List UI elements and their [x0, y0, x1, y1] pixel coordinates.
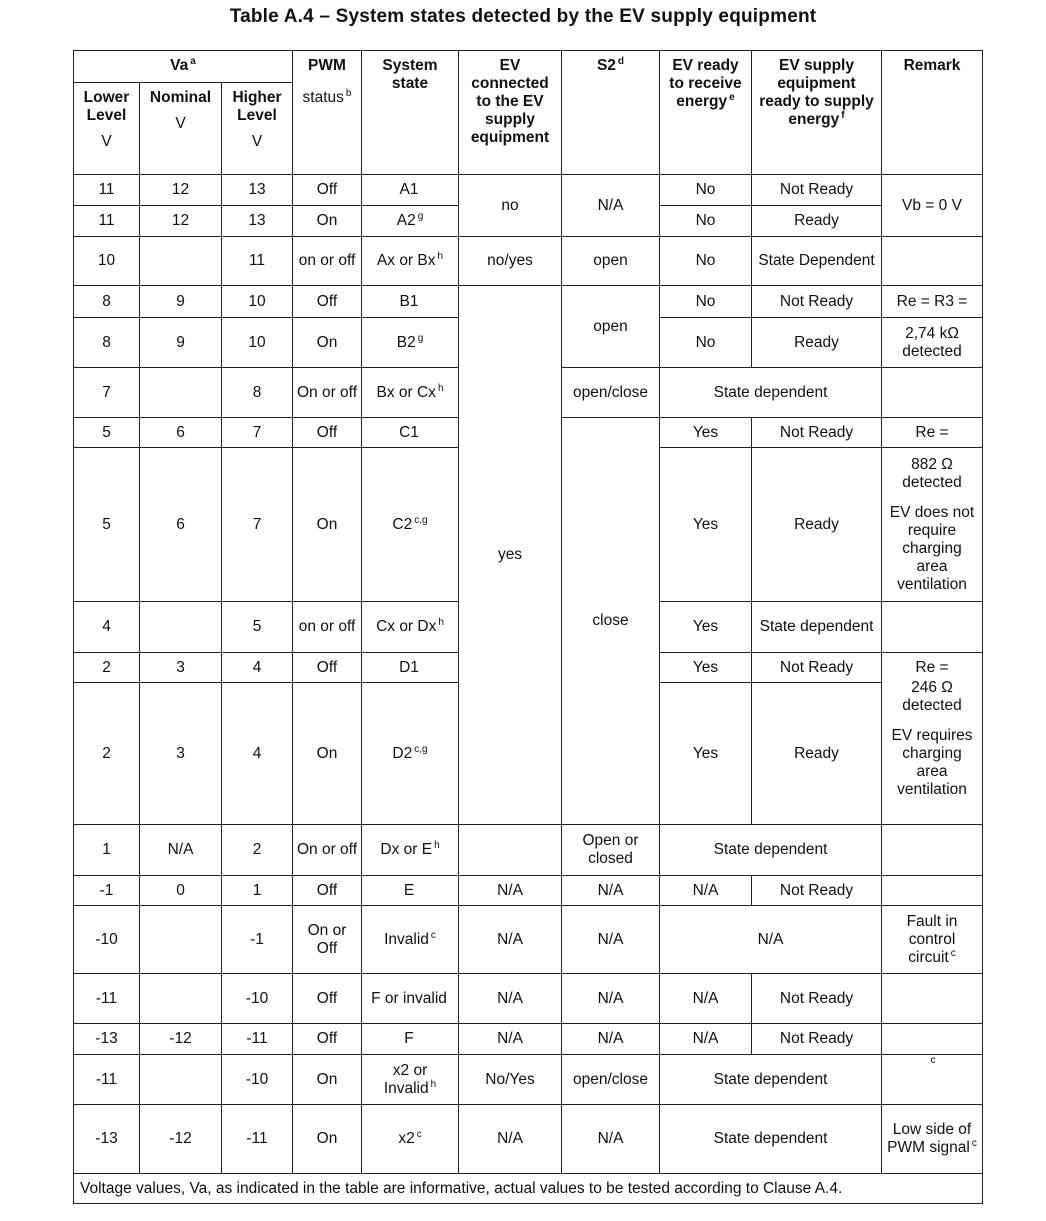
pwm-header: PWM status $^b$ — [293, 51, 362, 175]
higher-cell: 13 — [222, 206, 293, 237]
state-cell: Ax or Bx $^h$ — [362, 237, 459, 286]
evse-ready-header: EV supply equipment ready to supply energy $^f$ — [752, 51, 882, 175]
ev-connected-cell: N/A — [459, 1024, 562, 1055]
state-cell: D2 $^{c,g}$ — [362, 683, 459, 825]
pwm-cell: Off — [293, 175, 362, 206]
higher-cell: -1 — [222, 906, 293, 974]
higher-cell: -10 — [222, 1055, 293, 1105]
table-row — [74, 906, 983, 974]
higher-cell: 4 — [222, 653, 293, 683]
higher-cell: -10 — [222, 974, 293, 1024]
s2-cell: open — [562, 286, 660, 368]
remark-cell: Re = 246 Ω detected EV requires charging area ventilation — [882, 653, 983, 825]
s2-cell: N/A — [562, 175, 660, 237]
remark-cell: Fault in control circuit $^c$ — [882, 906, 983, 974]
s2-cell: N/A — [562, 974, 660, 1024]
pwm-cell: On or off — [293, 825, 362, 876]
state-cell: Invalid $^c$ — [362, 906, 459, 974]
state-cell: B2 $^g$ — [362, 318, 459, 368]
nominal-cell: 6 — [140, 448, 222, 602]
state-cell: A2 $^g$ — [362, 206, 459, 237]
lower-cell: 5 — [74, 418, 140, 448]
lower-cell: -13 — [74, 1105, 140, 1174]
nominal-cell — [140, 237, 222, 286]
nominal-cell: 9 — [140, 318, 222, 368]
state-cell: C2 $^{c,g}$ — [362, 448, 459, 602]
ev-ready-cell: Yes — [660, 683, 752, 825]
s2-cell: open — [562, 237, 660, 286]
ev-ready-cell: Yes — [660, 602, 752, 653]
pwm-cell: On or off — [293, 368, 362, 418]
s2-cell: N/A — [562, 876, 660, 906]
pwm-cell: On — [293, 1105, 362, 1174]
nominal-cell: 12 — [140, 175, 222, 206]
pwm-cell: Off — [293, 876, 362, 906]
ev-connected-cell: N/A — [459, 906, 562, 974]
state-cell: B1 — [362, 286, 459, 318]
higher-cell: 10 — [222, 286, 293, 318]
evse-ready-cell: Ready — [752, 683, 882, 825]
state-cell: F or invalid — [362, 974, 459, 1024]
higher-cell: -11 — [222, 1024, 293, 1055]
remark-header: Remark — [882, 51, 983, 175]
nominal-cell — [140, 368, 222, 418]
s2-cell: N/A — [562, 1105, 660, 1174]
evse-ready-cell: State Dependent — [752, 237, 882, 286]
nominal-cell: 3 — [140, 683, 222, 825]
state-dependent-cell: State dependent — [660, 1055, 882, 1105]
state-cell: Bx or Cx $^h$ — [362, 368, 459, 418]
lower-cell: 11 — [74, 206, 140, 237]
ev-connected-cell: yes — [459, 286, 562, 825]
higher-cell: 13 — [222, 175, 293, 206]
table-row — [74, 1024, 983, 1055]
s2-cell: Open or closed — [562, 825, 660, 876]
lower-cell: 8 — [74, 318, 140, 368]
nominal-cell: N/A — [140, 825, 222, 876]
higher-cell: 7 — [222, 418, 293, 448]
system-state-header: System state — [362, 51, 459, 175]
remark-cell: Low side of PWM signal $^c$ — [882, 1105, 983, 1174]
ev-ready-cell: No — [660, 318, 752, 368]
remark-cell: c — [882, 1055, 983, 1105]
ev-ready-cell: Yes — [660, 418, 752, 448]
ev-connected-cell: N/A — [459, 1105, 562, 1174]
lower-level-header: Lower Level V — [74, 83, 140, 175]
table-row — [74, 825, 983, 876]
state-dependent-cell: State dependent — [660, 825, 882, 876]
nominal-cell — [140, 602, 222, 653]
table-row — [74, 876, 983, 906]
lower-cell: 10 — [74, 237, 140, 286]
ev-ready-cell: No — [660, 206, 752, 237]
nominal-cell — [140, 1055, 222, 1105]
table-row — [74, 974, 983, 1024]
ev-ready-cell: Yes — [660, 448, 752, 602]
s2-header: S2 $^d$ — [562, 51, 660, 175]
s2-cell: open/close — [562, 368, 660, 418]
nominal-cell: -12 — [140, 1105, 222, 1174]
nominal-cell: 0 — [140, 876, 222, 906]
state-cell: C1 — [362, 418, 459, 448]
ev-ready-cell: N/A — [660, 1024, 752, 1055]
lower-cell: 5 — [74, 448, 140, 602]
higher-cell: 7 — [222, 448, 293, 602]
remark-cell — [882, 876, 983, 906]
state-dependent-cell: State dependent — [660, 1105, 882, 1174]
higher-cell: 2 — [222, 825, 293, 876]
evse-ready-cell: Not Ready — [752, 1024, 882, 1055]
table-row — [74, 1105, 983, 1174]
state-cell: Dx or E $^h$ — [362, 825, 459, 876]
pwm-cell: On — [293, 683, 362, 825]
nominal-cell: 9 — [140, 286, 222, 318]
ev-connected-cell: N/A — [459, 974, 562, 1024]
evse-ready-cell: Not Ready — [752, 876, 882, 906]
nominal-header: Nominal V — [140, 83, 222, 175]
s2-cell: close — [562, 418, 660, 825]
remark-cell — [882, 237, 983, 286]
remark-cell: 2,74 kΩ detected — [882, 318, 983, 368]
lower-cell: 1 — [74, 825, 140, 876]
ev-connected-cell: no/yes — [459, 237, 562, 286]
lower-cell: 7 — [74, 368, 140, 418]
lower-cell: -13 — [74, 1024, 140, 1055]
pwm-cell: On — [293, 1055, 362, 1105]
lower-cell: -10 — [74, 906, 140, 974]
table-row — [74, 175, 983, 206]
lower-cell: -11 — [74, 974, 140, 1024]
table-footnote: Voltage values, Va, as indicated in the table are informative, actual values to be tested according to Clause A.4. — [74, 1174, 983, 1204]
evse-ready-cell: Not Ready — [752, 974, 882, 1024]
state-cell: F — [362, 1024, 459, 1055]
ev-connected-cell: No/Yes — [459, 1055, 562, 1105]
ev-ready-cell: No — [660, 286, 752, 318]
higher-cell: 4 — [222, 683, 293, 825]
higher-cell: -11 — [222, 1105, 293, 1174]
higher-cell: 11 — [222, 237, 293, 286]
state-cell: Cx or Dx $^h$ — [362, 602, 459, 653]
ev-ready-cell: Yes — [660, 653, 752, 683]
higher-cell: 1 — [222, 876, 293, 906]
higher-level-header: Higher Level V — [222, 83, 293, 175]
table-row — [74, 1055, 983, 1105]
lower-cell: 4 — [74, 602, 140, 653]
nominal-cell — [140, 906, 222, 974]
evse-ready-cell: State dependent — [752, 602, 882, 653]
pwm-cell: Off — [293, 286, 362, 318]
remark-cell: Vb = 0 V — [882, 175, 983, 237]
nominal-cell: 12 — [140, 206, 222, 237]
ev-connected-header: EV connected to the EV supply equipment — [459, 51, 562, 175]
table-row — [74, 286, 983, 318]
evse-ready-cell: Not Ready — [752, 418, 882, 448]
lower-cell: -11 — [74, 1055, 140, 1105]
evse-ready-cell: Not Ready — [752, 653, 882, 683]
ev-connected-cell — [459, 825, 562, 876]
remark-cell: Re = — [882, 418, 983, 448]
nominal-cell: -12 — [140, 1024, 222, 1055]
ev-connected-cell: no — [459, 175, 562, 237]
state-cell: x2 $^c$ — [362, 1105, 459, 1174]
evse-ready-cell: Ready — [752, 206, 882, 237]
pwm-cell: On — [293, 206, 362, 237]
remark-cell — [882, 602, 983, 653]
higher-cell: 5 — [222, 602, 293, 653]
ev-ready-cell: No — [660, 237, 752, 286]
s2-cell: open/close — [562, 1055, 660, 1105]
nominal-cell: 3 — [140, 653, 222, 683]
state-dependent-cell: State dependent — [660, 368, 882, 418]
state-dependent-cell: N/A — [660, 906, 882, 974]
pwm-cell: On — [293, 318, 362, 368]
ev-connected-cell: N/A — [459, 876, 562, 906]
pwm-cell: Off — [293, 418, 362, 448]
lower-cell: 8 — [74, 286, 140, 318]
remark-cell: Re = R3 = — [882, 286, 983, 318]
table-row — [74, 237, 983, 286]
remark-cell — [882, 974, 983, 1024]
pwm-cell: on or off — [293, 237, 362, 286]
pwm-cell: on or off — [293, 602, 362, 653]
lower-cell: 2 — [74, 653, 140, 683]
state-cell: E — [362, 876, 459, 906]
pwm-cell: On or Off — [293, 906, 362, 974]
state-cell: A1 — [362, 175, 459, 206]
higher-cell: 10 — [222, 318, 293, 368]
state-cell: x2 or Invalid $^h$ — [362, 1055, 459, 1105]
evse-ready-cell: Not Ready — [752, 286, 882, 318]
remark-cell — [882, 1024, 983, 1055]
ev-ready-header: EV ready to receive energy $^e$ — [660, 51, 752, 175]
state-cell: D1 — [362, 653, 459, 683]
remark-cell: 882 Ω detected EV does not require charging area ventilation — [882, 448, 983, 602]
s2-cell: N/A — [562, 906, 660, 974]
ev-ready-cell: N/A — [660, 876, 752, 906]
va-header: Va $^a$ — [74, 51, 293, 83]
pwm-cell: Off — [293, 653, 362, 683]
remark-cell — [882, 368, 983, 418]
ev-ready-cell: No — [660, 175, 752, 206]
pwm-cell: On — [293, 448, 362, 602]
table-title: Table A.4 – System states detected by the EV supply equipment — [229, 6, 817, 27]
ev-ready-cell: N/A — [660, 974, 752, 1024]
evse-ready-cell: Ready — [752, 318, 882, 368]
nominal-cell — [140, 974, 222, 1024]
pwm-cell: Off — [293, 974, 362, 1024]
higher-cell: 8 — [222, 368, 293, 418]
lower-cell: -1 — [74, 876, 140, 906]
s2-cell: N/A — [562, 1024, 660, 1055]
system-states-table — [73, 50, 983, 1204]
nominal-cell: 6 — [140, 418, 222, 448]
evse-ready-cell: Ready — [752, 448, 882, 602]
lower-cell: 2 — [74, 683, 140, 825]
evse-ready-cell: Not Ready — [752, 175, 882, 206]
remark-cell — [882, 825, 983, 876]
pwm-cell: Off — [293, 1024, 362, 1055]
lower-cell: 11 — [74, 175, 140, 206]
